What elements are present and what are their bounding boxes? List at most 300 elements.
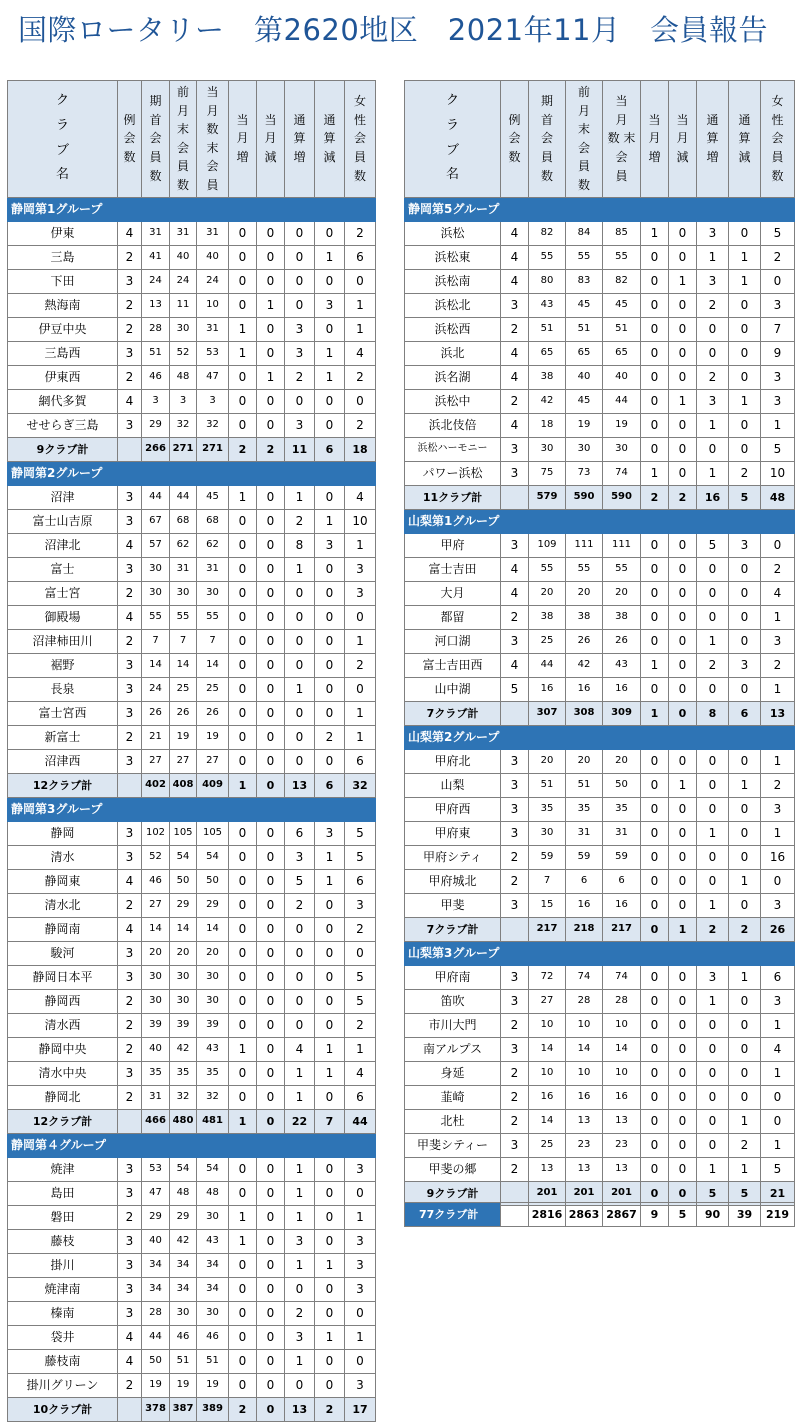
club-name: 静岡日本平 — [8, 965, 118, 989]
cell-current-members: 48 — [197, 1181, 229, 1205]
header-meetings: 例 会 数 — [501, 81, 529, 198]
cell-current-members: 55 — [603, 557, 641, 581]
cell-current-members: 7 — [197, 629, 229, 653]
cell-month-increase: 0 — [641, 629, 669, 653]
cell-female-members: 1 — [761, 413, 795, 437]
cell-total-increase: 3 — [285, 845, 315, 869]
group-total-row — [8, 1109, 376, 1133]
cell-total-decrease: 3 — [729, 653, 761, 677]
grand-total-cell: 9 — [641, 1203, 669, 1227]
group-row — [405, 197, 795, 221]
cell-total-increase: 1 — [697, 1157, 729, 1181]
cell-start-members: 25 — [529, 1133, 566, 1157]
cell-current-members: 44 — [603, 389, 641, 413]
cell-current-members: 19 — [603, 413, 641, 437]
total-cell: 32 — [345, 773, 376, 797]
total-cell: 271 — [170, 437, 197, 461]
cell-total-increase: 0 — [285, 653, 315, 677]
cell-month-decrease: 0 — [257, 893, 285, 917]
total-cell: 0 — [641, 917, 669, 941]
table-row — [8, 1205, 376, 1229]
club-name: 掛川 — [8, 1253, 118, 1277]
table-row — [8, 581, 376, 605]
cell-total-increase: 1 — [285, 485, 315, 509]
cell-month-decrease: 0 — [257, 917, 285, 941]
header-month-decrease: 当 月 減 — [257, 81, 285, 198]
cell-month-decrease: 0 — [257, 1325, 285, 1349]
cell-start-members: 14 — [142, 917, 170, 941]
cell-total-increase: 3 — [285, 1325, 315, 1349]
table-row — [405, 869, 795, 893]
cell-prev-month-members: 62 — [170, 533, 197, 557]
cell-month-decrease: 0 — [669, 989, 697, 1013]
group-total-label: 7クラブ計 — [405, 917, 501, 941]
cell-meetings: 3 — [118, 1253, 142, 1277]
cell-total-increase: 0 — [697, 341, 729, 365]
cell-female-members: 2 — [761, 245, 795, 269]
cell-month-increase: 0 — [229, 749, 257, 773]
group-name: 静岡第1グループ — [8, 197, 376, 221]
cell-month-decrease: 0 — [669, 341, 697, 365]
cell-current-members: 35 — [603, 797, 641, 821]
cell-start-members: 27 — [142, 749, 170, 773]
cell-current-members: 29 — [197, 893, 229, 917]
cell-total-decrease: 1 — [315, 845, 345, 869]
cell-total-increase: 0 — [285, 1013, 315, 1037]
table-row — [8, 653, 376, 677]
cell-month-increase: 0 — [229, 845, 257, 869]
cell-prev-month-members: 13 — [566, 1109, 603, 1133]
cell-female-members: 4 — [345, 485, 376, 509]
table-row — [8, 533, 376, 557]
table-row — [405, 293, 795, 317]
cell-month-decrease: 0 — [669, 365, 697, 389]
table-row — [405, 1013, 795, 1037]
cell-total-decrease: 0 — [315, 1301, 345, 1325]
total-cell: 2 — [257, 437, 285, 461]
cell-month-increase: 1 — [641, 221, 669, 245]
cell-female-members: 9 — [761, 341, 795, 365]
cell-start-members: 34 — [142, 1277, 170, 1301]
group-total-row — [405, 917, 795, 941]
cell-total-increase: 0 — [285, 629, 315, 653]
cell-total-decrease: 1 — [729, 245, 761, 269]
total-cell: 18 — [345, 437, 376, 461]
cell-month-increase: 0 — [229, 245, 257, 269]
group-name: 静岡第5グループ — [405, 197, 795, 221]
cell-month-decrease: 0 — [257, 1349, 285, 1373]
cell-total-decrease: 1 — [315, 1037, 345, 1061]
club-name: 裾野 — [8, 653, 118, 677]
cell-meetings: 2 — [118, 1373, 142, 1397]
table-row — [405, 365, 795, 389]
cell-meetings: 3 — [501, 893, 529, 917]
cell-month-decrease: 0 — [257, 485, 285, 509]
cell-total-increase: 3 — [285, 341, 315, 365]
cell-total-increase: 3 — [697, 965, 729, 989]
cell-month-decrease: 0 — [669, 965, 697, 989]
cell-meetings: 3 — [501, 797, 529, 821]
cell-prev-month-members: 30 — [170, 989, 197, 1013]
cell-prev-month-members: 42 — [170, 1037, 197, 1061]
cell-start-members: 46 — [142, 365, 170, 389]
cell-prev-month-members: 26 — [170, 701, 197, 725]
club-name: 焼津南 — [8, 1277, 118, 1301]
cell-prev-month-members: 31 — [170, 221, 197, 245]
cell-current-members: 85 — [603, 221, 641, 245]
cell-meetings: 3 — [501, 293, 529, 317]
cell-month-increase: 0 — [229, 1277, 257, 1301]
cell-meetings: 3 — [501, 461, 529, 485]
cell-current-members: 43 — [197, 1037, 229, 1061]
cell-start-members: 10 — [529, 1013, 566, 1037]
club-name: せせらぎ三島 — [8, 413, 118, 437]
cell-total-decrease: 0 — [315, 605, 345, 629]
cell-meetings: 2 — [501, 1109, 529, 1133]
cell-total-increase: 0 — [697, 869, 729, 893]
grand-total-row — [405, 1203, 795, 1227]
table-row — [8, 1061, 376, 1085]
cell-female-members: 3 — [761, 797, 795, 821]
cell-prev-month-members: 39 — [170, 1013, 197, 1037]
cell-total-increase: 3 — [285, 413, 315, 437]
cell-month-decrease: 0 — [257, 725, 285, 749]
cell-female-members: 0 — [345, 677, 376, 701]
header-month-decrease: 当 月 減 — [669, 81, 697, 198]
cell-current-members: 13 — [603, 1157, 641, 1181]
cell-month-increase: 0 — [229, 1181, 257, 1205]
cell-female-members: 2 — [761, 773, 795, 797]
cell-prev-month-members: 42 — [566, 653, 603, 677]
cell-prev-month-members: 16 — [566, 1085, 603, 1109]
total-cell: 308 — [566, 701, 603, 725]
total-cell: 271 — [197, 437, 229, 461]
cell-total-decrease: 0 — [729, 557, 761, 581]
cell-total-increase: 2 — [697, 653, 729, 677]
cell-meetings: 3 — [501, 773, 529, 797]
cell-female-members: 3 — [345, 1277, 376, 1301]
cell-meetings: 4 — [501, 581, 529, 605]
cell-female-members: 1 — [761, 749, 795, 773]
table-row — [8, 509, 376, 533]
cell-month-increase: 0 — [229, 1013, 257, 1037]
cell-meetings: 3 — [118, 821, 142, 845]
cell-total-decrease: 0 — [729, 677, 761, 701]
membership-table-right — [404, 80, 795, 1206]
cell-start-members: 82 — [529, 221, 566, 245]
table-row — [8, 749, 376, 773]
cell-female-members: 5 — [345, 989, 376, 1013]
cell-start-members: 43 — [529, 293, 566, 317]
cell-meetings: 2 — [501, 1061, 529, 1085]
table-row — [405, 893, 795, 917]
cell-prev-month-members: 35 — [566, 797, 603, 821]
club-name: 長泉 — [8, 677, 118, 701]
cell-prev-month-members: 59 — [566, 845, 603, 869]
cell-female-members: 2 — [345, 1013, 376, 1037]
cell-start-members: 38 — [529, 365, 566, 389]
cell-month-increase: 0 — [229, 1325, 257, 1349]
table-body — [405, 197, 795, 1205]
cell-month-decrease: 0 — [257, 1253, 285, 1277]
cell-start-members: 20 — [529, 749, 566, 773]
header-current-members: 当 月 数 末 会 員 — [197, 81, 229, 198]
cell-prev-month-members: 34 — [170, 1277, 197, 1301]
cell-start-members: 21 — [142, 725, 170, 749]
cell-start-members: 57 — [142, 533, 170, 557]
cell-total-decrease: 0 — [315, 629, 345, 653]
cell-start-members: 24 — [142, 677, 170, 701]
cell-current-members: 39 — [197, 1013, 229, 1037]
table-row — [8, 869, 376, 893]
total-cell — [118, 773, 142, 797]
cell-month-decrease: 1 — [669, 389, 697, 413]
cell-month-increase: 0 — [641, 269, 669, 293]
table-row — [8, 485, 376, 509]
cell-current-members: 14 — [603, 1037, 641, 1061]
cell-current-members: 54 — [197, 845, 229, 869]
cell-meetings: 2 — [501, 845, 529, 869]
total-cell: 0 — [257, 1109, 285, 1133]
cell-current-members: 68 — [197, 509, 229, 533]
cell-current-members: 19 — [197, 725, 229, 749]
cell-current-members: 26 — [197, 701, 229, 725]
cell-month-decrease: 0 — [257, 509, 285, 533]
cell-meetings: 4 — [118, 1349, 142, 1373]
table-row — [8, 1229, 376, 1253]
group-row — [405, 509, 795, 533]
cell-month-increase: 0 — [641, 965, 669, 989]
club-name: 静岡東 — [8, 869, 118, 893]
cell-current-members: 31 — [603, 821, 641, 845]
header-female-members: 女 性 会 員 数 — [345, 81, 376, 198]
cell-current-members: 16 — [603, 1085, 641, 1109]
cell-start-members: 28 — [142, 317, 170, 341]
cell-prev-month-members: 32 — [170, 413, 197, 437]
cell-total-decrease: 0 — [729, 1037, 761, 1061]
cell-female-members: 2 — [345, 221, 376, 245]
cell-start-members: 51 — [529, 773, 566, 797]
total-cell: 22 — [285, 1109, 315, 1133]
cell-meetings: 2 — [118, 1205, 142, 1229]
cell-meetings: 2 — [118, 1013, 142, 1037]
cell-prev-month-members: 55 — [566, 245, 603, 269]
cell-month-increase: 1 — [229, 317, 257, 341]
cell-prev-month-members: 30 — [170, 965, 197, 989]
cell-meetings: 2 — [118, 581, 142, 605]
club-name: 静岡中央 — [8, 1037, 118, 1061]
total-cell: 2 — [229, 437, 257, 461]
cell-current-members: 20 — [603, 581, 641, 605]
cell-total-decrease: 2 — [315, 725, 345, 749]
club-name: 清水 — [8, 845, 118, 869]
total-cell: 389 — [197, 1397, 229, 1421]
cell-total-decrease: 0 — [315, 1085, 345, 1109]
table-row — [405, 605, 795, 629]
club-name: 浜松南 — [405, 269, 501, 293]
cell-month-decrease: 0 — [257, 965, 285, 989]
cell-month-decrease: 0 — [257, 845, 285, 869]
cell-start-members: 39 — [142, 1013, 170, 1037]
cell-prev-month-members: 84 — [566, 221, 603, 245]
cell-meetings: 3 — [118, 701, 142, 725]
cell-start-members: 3 — [142, 389, 170, 413]
cell-month-increase: 0 — [229, 1349, 257, 1373]
club-name: 浜松ハーモニー — [405, 437, 501, 461]
cell-total-decrease: 1 — [729, 1157, 761, 1181]
club-name: 甲府東 — [405, 821, 501, 845]
total-cell: 13 — [285, 773, 315, 797]
total-cell: 6 — [315, 437, 345, 461]
table-row — [8, 1013, 376, 1037]
table-row — [8, 629, 376, 653]
cell-meetings: 2 — [501, 317, 529, 341]
cell-total-increase: 0 — [285, 605, 315, 629]
header-meetings: 例 会 数 — [118, 81, 142, 198]
cell-current-members: 30 — [197, 581, 229, 605]
cell-female-members: 3 — [345, 557, 376, 581]
cell-total-decrease: 0 — [315, 1277, 345, 1301]
cell-month-increase: 0 — [229, 653, 257, 677]
cell-month-increase: 0 — [229, 989, 257, 1013]
cell-total-decrease: 0 — [729, 749, 761, 773]
cell-meetings: 3 — [118, 1301, 142, 1325]
cell-month-decrease: 0 — [257, 1205, 285, 1229]
cell-month-decrease: 0 — [669, 605, 697, 629]
cell-total-increase: 4 — [285, 1037, 315, 1061]
table-row — [8, 557, 376, 581]
table-row — [8, 605, 376, 629]
total-cell — [118, 1397, 142, 1421]
cell-total-increase: 0 — [285, 221, 315, 245]
cell-current-members: 40 — [197, 245, 229, 269]
cell-start-members: 102 — [142, 821, 170, 845]
cell-meetings: 4 — [118, 1325, 142, 1349]
cell-meetings: 2 — [118, 1037, 142, 1061]
club-name: 山中湖 — [405, 677, 501, 701]
cell-female-members: 0 — [345, 1181, 376, 1205]
cell-total-increase: 0 — [697, 1037, 729, 1061]
cell-current-members: 46 — [197, 1325, 229, 1349]
cell-month-decrease: 0 — [257, 629, 285, 653]
table-row — [8, 845, 376, 869]
cell-month-increase: 0 — [641, 605, 669, 629]
cell-female-members: 0 — [345, 269, 376, 293]
cell-prev-month-members: 19 — [170, 1373, 197, 1397]
cell-total-decrease: 1 — [729, 389, 761, 413]
cell-total-increase: 1 — [697, 893, 729, 917]
table-row — [8, 1349, 376, 1373]
total-cell: 2 — [315, 1397, 345, 1421]
cell-start-members: 29 — [142, 1205, 170, 1229]
cell-female-members: 0 — [761, 1085, 795, 1109]
cell-prev-month-members: 65 — [566, 341, 603, 365]
cell-month-decrease: 0 — [257, 989, 285, 1013]
table-row — [405, 1037, 795, 1061]
cell-prev-month-members: 11 — [170, 293, 197, 317]
cell-start-members: 30 — [142, 557, 170, 581]
cell-total-decrease: 0 — [315, 1157, 345, 1181]
cell-total-decrease: 0 — [729, 893, 761, 917]
cell-total-decrease: 0 — [315, 965, 345, 989]
cell-current-members: 51 — [603, 317, 641, 341]
table-row — [8, 941, 376, 965]
club-name: 富士 — [8, 557, 118, 581]
cell-current-members: 10 — [197, 293, 229, 317]
table-row — [405, 677, 795, 701]
cell-total-increase: 0 — [285, 701, 315, 725]
cell-prev-month-members: 23 — [566, 1133, 603, 1157]
table-row — [8, 725, 376, 749]
cell-total-increase: 0 — [285, 941, 315, 965]
club-name: 清水西 — [8, 1013, 118, 1037]
club-name: 甲府城北 — [405, 869, 501, 893]
cell-meetings: 2 — [501, 1013, 529, 1037]
cell-start-members: 51 — [142, 341, 170, 365]
cell-total-increase: 0 — [285, 1373, 315, 1397]
total-cell: 0 — [669, 701, 697, 725]
cell-prev-month-members: 26 — [566, 629, 603, 653]
cell-prev-month-members: 51 — [566, 773, 603, 797]
cell-month-decrease: 1 — [257, 293, 285, 317]
cell-female-members: 2 — [345, 365, 376, 389]
cell-total-increase: 3 — [697, 221, 729, 245]
cell-female-members: 1 — [345, 293, 376, 317]
cell-female-members: 5 — [761, 437, 795, 461]
cell-total-decrease: 0 — [315, 1373, 345, 1397]
cell-month-increase: 0 — [641, 1013, 669, 1037]
group-row — [8, 197, 376, 221]
total-cell: 402 — [142, 773, 170, 797]
total-cell — [501, 485, 529, 509]
cell-total-increase: 0 — [697, 773, 729, 797]
cell-start-members: 10 — [529, 1061, 566, 1085]
grand-total-cell: 2863 — [566, 1203, 603, 1227]
cell-total-increase: 1 — [285, 1253, 315, 1277]
cell-start-members: 40 — [142, 1037, 170, 1061]
cell-total-increase: 2 — [697, 365, 729, 389]
cell-month-decrease: 0 — [257, 1181, 285, 1205]
total-cell: 1 — [669, 917, 697, 941]
cell-total-decrease: 1 — [729, 869, 761, 893]
cell-month-decrease: 0 — [257, 869, 285, 893]
club-name: 浜名湖 — [405, 365, 501, 389]
club-name: 下田 — [8, 269, 118, 293]
cell-month-decrease: 0 — [257, 1061, 285, 1085]
cell-current-members: 43 — [603, 653, 641, 677]
cell-month-decrease: 0 — [257, 701, 285, 725]
cell-start-members: 55 — [529, 557, 566, 581]
cell-total-increase: 1 — [285, 1061, 315, 1085]
table-row — [405, 437, 795, 461]
cell-start-members: 16 — [529, 1085, 566, 1109]
cell-start-members: 42 — [529, 389, 566, 413]
header-total-decrease: 通 算 減 — [729, 81, 761, 198]
cell-month-decrease: 0 — [669, 629, 697, 653]
cell-month-increase: 0 — [229, 893, 257, 917]
grand-total-cell — [501, 1203, 529, 1227]
total-cell: 0 — [257, 1397, 285, 1421]
cell-current-members: 14 — [197, 653, 229, 677]
cell-prev-month-members: 54 — [170, 845, 197, 869]
table-row — [405, 797, 795, 821]
cell-current-members: 43 — [197, 1229, 229, 1253]
cell-meetings: 2 — [501, 1085, 529, 1109]
cell-start-members: 30 — [142, 965, 170, 989]
cell-start-members: 20 — [529, 581, 566, 605]
cell-month-increase: 0 — [229, 509, 257, 533]
club-name: 熱海南 — [8, 293, 118, 317]
